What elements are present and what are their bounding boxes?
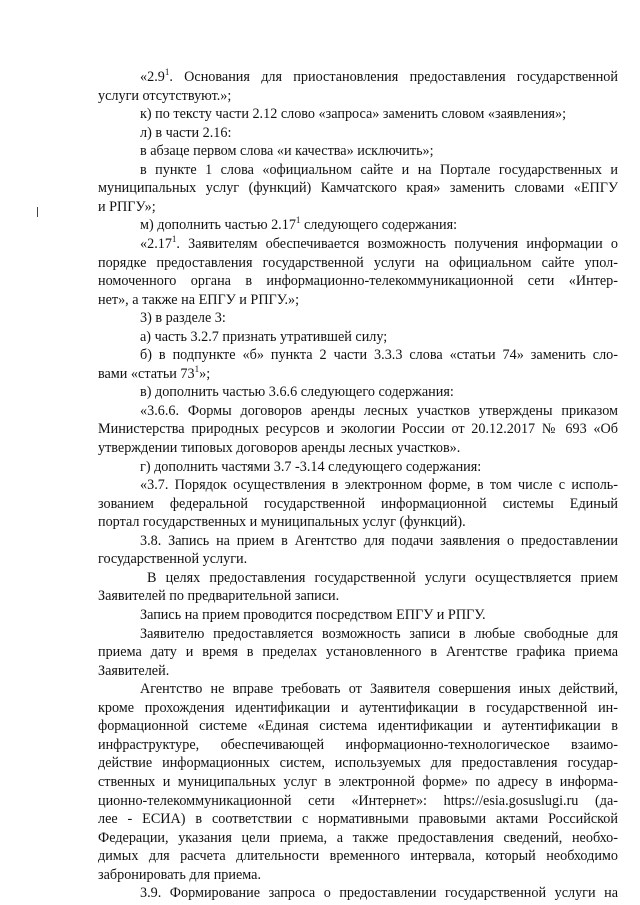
paragraph-line: в пункте 1 слова «официальном сайте и на Портале государственных и [140,161,618,178]
paragraph-line: димых для расчета длительности временного интервала, который необходимо [98,848,618,865]
paragraph-line: муниципальных услуг (функций) Камчатского края» заменить словами «ЕПГУ [98,180,618,197]
paragraph-line: и РПГУ»; [98,198,156,215]
paragraph-line: 3.9. Формирование запроса о предоставлении государственной услуги на [140,885,618,902]
paragraph-line: услуги отсутствуют.»; [98,87,232,104]
paragraph-line: кроме прохождения идентификации и аутентификации в государственной ин- [98,699,618,716]
paragraph-line: утверждении типовых договоров аренды лесных участков». [98,440,461,456]
paragraph-line: Заявителю предоставляется возможность записи в любые свободные для [140,625,618,642]
paragraph-line: 3.8. Запись на прием в Агентство для подачи заявления о предоставлении [140,532,618,549]
paragraph-line: лее - ЕСИА) в соответствии с нормативными правовыми актами Российской [98,811,618,827]
paragraph-line: к) по тексту части 2.12 слово «запроса» заменить словом «заявления»; [140,106,567,123]
paragraph-line: государственной услуги. [98,551,248,568]
paragraph-line: В целях предоставления государственной услуги осуществляется прием [147,569,618,586]
paragraph-line: в) дополнить частью 3.6.6 следующего содержания: [140,384,454,401]
paragraph-line: л) в части 2.16: [140,124,232,141]
paragraph-line: ственных и муниципальных услуг в электронной форме» по адресу в информа- [98,773,618,790]
paragraph-line: нет», а также на ЕПГУ и РПГУ.»; [98,291,300,308]
paragraph-line: формационной системе «Единая система идентификации и аутентификации в [98,718,618,735]
paragraph-line: Министерства природных ресурсов и экологии России от 20.12.2017 № 693 «Об [98,421,618,438]
paragraph-line: «3.6.6. Формы договоров аренды лесных участков утверждены приказом [140,402,618,419]
paragraph-line: инфраструктуре, обеспечивающей информационно-технологическое взаимо- [98,736,618,753]
paragraph-line: ционно-телекоммуникационной сети «Интернет»: https://esia.gosuslugi.ru (да- [98,792,618,809]
paragraph-line: «2.17$^1$. Заявителям обеспечивается возможность получения информации о [140,234,618,252]
paragraph-line: портал государственных и муниципальных услуг (функций). [98,514,466,531]
paragraph-line: 3) в разделе 3: [140,310,226,327]
paragraph-line: «3.7. Порядок осуществления в электронном форме, в том числе с исполь- [140,477,618,494]
margin-mark [37,207,38,217]
paragraph-line: зованием федеральной государственной информационной системы Единый [98,495,618,512]
paragraph-line: в абзаце первом слова «и качества» исключить»; [140,143,434,160]
paragraph-line: а) часть 3.2.7 признать утратившей силу; [140,328,388,345]
paragraph-line: вами «статьи $73^1$»; [98,363,211,382]
paragraph-line: приема дату и время в пределах установленного в Агентстве графика приема [98,644,618,661]
paragraph-line: порядке предоставления государственной услуги на официальном сайте упол- [98,254,618,271]
paragraph-line: г) дополнить частями 3.7 -3.14 следующего содержания: [140,458,482,475]
paragraph-line: Заявителей по предварительной записи. [98,588,340,605]
paragraph-line: забронировать для приема. [98,866,262,883]
paragraph-line: Заявителей. [98,662,170,679]
paragraph-line: Федерации, указания цели приема, а также предоставления сведений, необхо- [98,829,618,846]
paragraph-line: «$2.9^1$. Основания для приостановления предоставления государственной [140,67,618,85]
paragraph-line: м) дополнить частью 2.17$^1$ следующего содержания: [140,215,458,234]
paragraph-line: действие информационных систем, используемых для предоставления государ- [98,755,618,772]
paragraph-line: номоченного органа в информационно-телекоммуникационной сети «Интер- [98,273,618,290]
paragraph-line: б) в подпункте «б» пункта 2 части 3.3.3 слова «статьи 74» заменить сло- [140,347,618,364]
paragraph-line: Запись на прием проводится посредством ЕПГУ и РПГУ. [140,607,486,623]
paragraph-line: Агентство не вправе требовать от Заявителя совершения иных действий, [140,681,618,698]
